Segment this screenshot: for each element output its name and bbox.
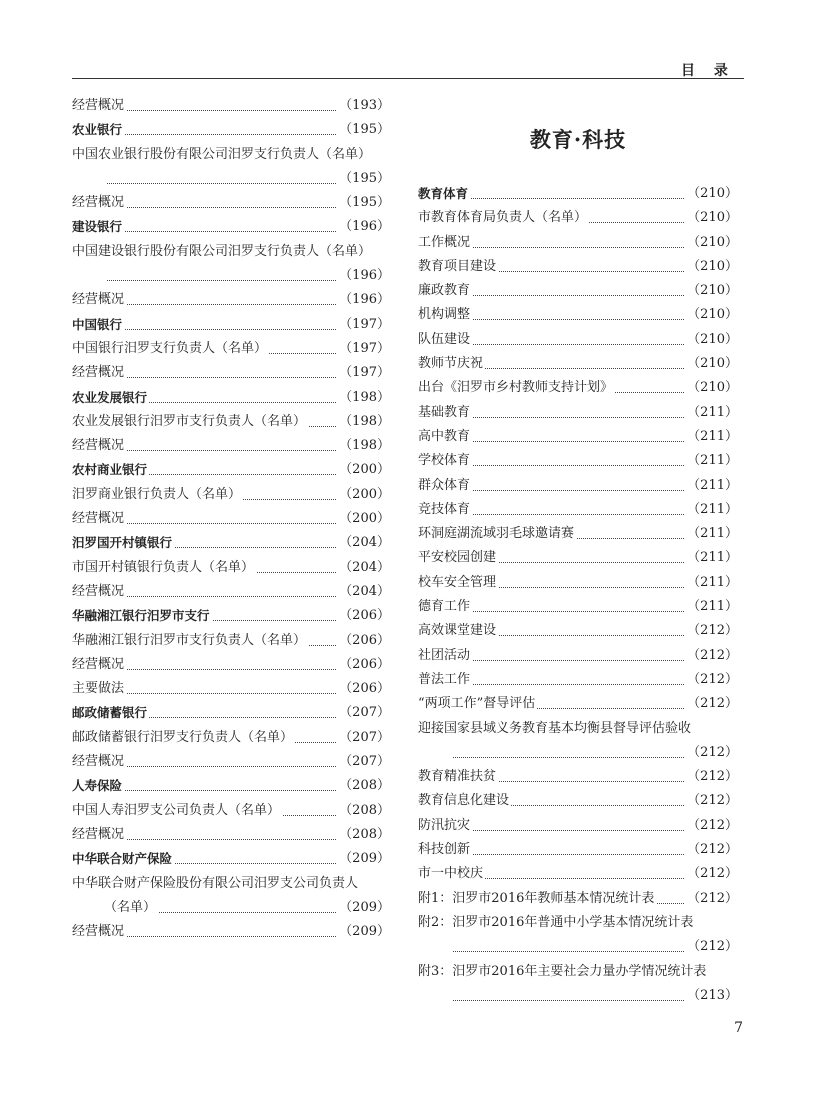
toc-entry-page: （209） [336, 920, 390, 944]
toc-entry-label: “两项工作”督导评估 [418, 696, 536, 712]
toc-entry [72, 264, 390, 288]
toc-entry-page: （211） [684, 425, 738, 449]
toc-entry-page: （204） [336, 580, 390, 604]
toc-left-column [72, 94, 390, 944]
toc-entry [72, 337, 390, 361]
toc-entry-label: 经营概况 [72, 583, 125, 599]
toc-entry [418, 231, 738, 255]
toc-entry-label: 经营概况 [72, 292, 125, 308]
page-number: 7 [734, 1020, 743, 1036]
toc-entry-label: 基础教育 [418, 404, 471, 420]
toc-section-heading [418, 182, 738, 206]
toc-entry-page: （208） [336, 823, 390, 847]
toc-entry-label: 华融湘江银行汨罗市支行负责人（名单） [72, 632, 307, 648]
toc-entry-label: 市一中校庆 [418, 866, 484, 882]
toc-entry-page: （209） [336, 896, 390, 920]
toc-entry-label: 附2：汨罗市2016年普通中小学基本情况统计表 [418, 914, 694, 930]
toc-entry-page: （210） [684, 376, 738, 400]
toc-entry-page: （200） [336, 483, 390, 507]
toc-entry-label: 出台《汨罗市乡村教师支持计划》 [418, 380, 614, 396]
toc-entry-label: 经营概况 [72, 826, 125, 842]
header-title: 目 录 [681, 63, 735, 79]
toc-entry [418, 352, 738, 376]
toc-entry-label: 建设银行 [72, 219, 123, 235]
toc-entry [418, 668, 738, 692]
toc-entry [418, 595, 738, 619]
toc-entry [72, 434, 390, 458]
toc-entry-page: （204） [336, 556, 390, 580]
toc-entry [418, 984, 738, 1008]
toc-entry-page: （198） [336, 410, 390, 434]
toc-entry-label: 邮政储蓄银行汨罗支行负责人（名单） [72, 729, 294, 745]
toc-entry [418, 522, 738, 546]
toc-entry-label: 队伍建设 [418, 331, 471, 347]
toc-entry-label: 市国开村镇银行负责人（名单） [72, 559, 255, 575]
toc-entry [418, 765, 738, 789]
toc-entry-page: （212） [684, 887, 738, 911]
toc-entry-page: （212） [684, 741, 738, 765]
toc-section-heading [72, 701, 390, 725]
toc-entry [72, 920, 390, 944]
toc-entry-page: （196） [336, 215, 390, 239]
toc-entry-page: （197） [336, 313, 390, 337]
toc-entry [72, 94, 390, 118]
toc-entry [418, 887, 738, 911]
toc-entry-label: 高效课堂建设 [418, 623, 497, 639]
toc-entry-page: （211） [684, 571, 738, 595]
toc-entry-page: （198） [336, 386, 390, 410]
toc-entry-page: （207） [336, 726, 390, 750]
toc-entry-label: 社团活动 [418, 647, 471, 663]
toc-entry-label: 农业发展银行 [72, 389, 148, 405]
toc-entry-label: 农村商业银行 [72, 462, 148, 478]
toc-entry [418, 862, 738, 886]
toc-entry [418, 838, 738, 862]
toc-entry-label: 中国银行 [72, 316, 123, 332]
toc-entry-label: 中国银行汨罗支行负责人（名单） [72, 340, 268, 356]
toc-entry-label: 普法工作 [418, 671, 471, 687]
toc-entry-label: 经营概况 [72, 511, 125, 527]
toc-entry-page: （211） [684, 595, 738, 619]
toc-entry-label: 附1：汨罗市2016年教师基本情况统计表 [418, 890, 655, 906]
toc-entry-label: 教育精准扶贫 [418, 769, 497, 785]
toc-entry [72, 896, 390, 920]
toc-entry-page: （212） [684, 838, 738, 862]
toc-entry [418, 960, 738, 984]
toc-entry-page: （207） [336, 701, 390, 725]
toc-entry-page: （200） [336, 507, 390, 531]
toc-entry [72, 653, 390, 677]
toc-entry [72, 507, 390, 531]
toc-section-heading [72, 847, 390, 871]
toc-entry-page: （206） [336, 629, 390, 653]
toc-entry [72, 483, 390, 507]
toc-section-heading [72, 386, 390, 410]
toc-entry-page: （195） [336, 118, 390, 142]
toc-entry-label: 教育体育 [418, 186, 469, 201]
toc-entry-label: 工作概况 [418, 234, 471, 250]
toc-entry-label: 中国建设银行股份有限公司汨罗支行负责人（名单） [72, 243, 372, 259]
toc-entry-page: （212） [684, 692, 738, 716]
toc-entry-page: （210） [684, 352, 738, 376]
toc-right-column [418, 94, 738, 1008]
toc-entry-label: 学校体育 [418, 453, 471, 469]
toc-entry-label: 中华联合财产保险股份有限公司汨罗支公司负责人 [72, 875, 359, 891]
toc-entry [72, 750, 390, 774]
toc-entry [418, 425, 738, 449]
toc-entry-page: （206） [336, 677, 390, 701]
toc-entry-page: （206） [336, 653, 390, 677]
toc-entry-page: （209） [336, 847, 390, 871]
toc-entry [418, 571, 738, 595]
toc-entry-label: 经营概况 [72, 438, 125, 454]
toc-entry [72, 410, 390, 434]
toc-entry-label: 人寿保险 [72, 778, 123, 794]
toc-entry-label: 经营概况 [72, 754, 125, 770]
toc-entry-page: （210） [684, 206, 738, 230]
toc-entry [72, 288, 390, 312]
toc-entry-page: （197） [336, 361, 390, 385]
toc-entry-label: 机构调整 [418, 307, 471, 323]
toc-entry [418, 814, 738, 838]
toc-entry-page: （210） [684, 231, 738, 255]
toc-entry-page: （212） [684, 619, 738, 643]
toc-entry [418, 255, 738, 279]
toc-entry-page: （204） [336, 531, 390, 555]
toc-entry [72, 629, 390, 653]
toc-entry-page: （211） [684, 522, 738, 546]
toc-entry-label: 校车安全管理 [418, 574, 497, 590]
toc-entry-page: （212） [684, 862, 738, 886]
toc-entry-page: （208） [336, 799, 390, 823]
toc-entry [72, 167, 390, 191]
toc-entry-label: 高中教育 [418, 428, 471, 444]
toc-entry [418, 546, 738, 570]
toc-section-heading [72, 531, 390, 555]
toc-entry-page: （206） [336, 604, 390, 628]
toc-entry [418, 935, 738, 959]
toc-entry [418, 692, 738, 716]
toc-entry-page: （211） [684, 498, 738, 522]
toc-entry-page: （200） [336, 458, 390, 482]
toc-entry-label: 教育项目建设 [418, 258, 497, 274]
toc-entry [418, 401, 738, 425]
toc-entry-page: （212） [684, 765, 738, 789]
toc-entry-label [418, 988, 452, 1003]
toc-entry-label: 群众体育 [418, 477, 471, 493]
toc-entry-label: 附3：汨罗市2016年主要社会力量办学情况统计表 [418, 963, 707, 979]
toc-entry-page: （210） [684, 182, 738, 206]
toc-entry-label: 中国人寿汨罗支公司负责人（名单） [72, 802, 281, 818]
toc-entry [418, 789, 738, 813]
toc-entry-page: （211） [684, 546, 738, 570]
toc-entry [72, 556, 390, 580]
section-title: 教育·科技 [529, 127, 627, 152]
toc-entry [418, 376, 738, 400]
toc-entry [418, 741, 738, 765]
toc-section-heading [72, 604, 390, 628]
toc-entry-label: 汨罗国开村镇银行 [72, 535, 173, 551]
toc-entry-page: （207） [336, 750, 390, 774]
toc-entry-page: （212） [684, 789, 738, 813]
toc-entry-label: 经营概况 [72, 656, 125, 672]
toc-entry [418, 449, 738, 473]
toc-entry [72, 677, 390, 701]
toc-entry [418, 328, 738, 352]
toc-entry-page: （196） [336, 288, 390, 312]
toc-entry-label: 平安校园创建 [418, 550, 497, 566]
toc-entry-page: （208） [336, 774, 390, 798]
toc-entry-page: （212） [684, 644, 738, 668]
toc-section-heading [72, 313, 390, 337]
toc-entry [418, 206, 738, 230]
toc-entry-page: （196） [336, 264, 390, 288]
toc-entry-page: （212） [684, 668, 738, 692]
toc-entry [72, 191, 390, 215]
toc-entry [72, 726, 390, 750]
toc-entry-page: （212） [684, 935, 738, 959]
toc-entry-label: 市教育体育局负责人（名单） [418, 210, 588, 226]
toc-entry-page: （193） [336, 94, 390, 118]
toc-entry-label: 环洞庭湖流域羽毛球邀请赛 [418, 526, 575, 542]
toc-entry-label: 中华联合财产保险 [72, 851, 173, 867]
toc-entry-label: 汨罗商业银行负责人（名单） [72, 486, 242, 502]
toc-entry [418, 619, 738, 643]
toc-entry-label: 竞技体育 [418, 501, 471, 517]
toc-entry-label [72, 171, 106, 186]
toc-entry-label [418, 745, 452, 760]
toc-entry-label [418, 939, 452, 954]
toc-entry-page: （195） [336, 191, 390, 215]
toc-entry [418, 303, 738, 327]
toc-entry-page: （211） [684, 449, 738, 473]
toc-entry-page: （195） [336, 167, 390, 191]
toc-entry-label: 廉政教育 [418, 283, 471, 299]
toc-entry-label: 农业银行 [72, 122, 123, 138]
toc-entry [418, 498, 738, 522]
toc-entry-page: （213） [684, 984, 738, 1008]
toc-section-heading [72, 118, 390, 142]
toc-entry-label: 经营概况 [72, 98, 125, 113]
toc-section-heading [72, 774, 390, 798]
toc-entry [418, 279, 738, 303]
toc-entry-label: 德育工作 [418, 599, 471, 615]
toc-entry-label: 邮政储蓄银行 [72, 705, 148, 721]
toc-section-heading [72, 215, 390, 239]
toc-entry [418, 911, 738, 935]
toc-entry-label: 主要做法 [72, 681, 125, 697]
toc-entry-label: 迎接国家县域义务教育基本均衡县督导评估验收 [418, 720, 692, 736]
toc-entry-page: （198） [336, 434, 390, 458]
toc-entry-label: 教师节庆祝 [418, 356, 484, 372]
toc-entry-page: （210） [684, 303, 738, 327]
toc-entry-page: （211） [684, 401, 738, 425]
toc-entry-label: 农业发展银行汨罗市支行负责人（名单） [72, 413, 307, 429]
toc-entry-label: 中国农业银行股份有限公司汨罗支行负责人（名单） [72, 146, 372, 162]
toc-entry-label: 科技创新 [418, 842, 471, 858]
toc-entry-label: 华融湘江银行汨罗市支行 [72, 608, 210, 624]
toc-entry-page: （197） [336, 337, 390, 361]
toc-entry [72, 240, 390, 264]
toc-section-heading [72, 458, 390, 482]
toc-entry-label: 教育信息化建设 [418, 793, 510, 809]
toc-entry-label: 经营概况 [72, 924, 125, 940]
toc-entry [72, 580, 390, 604]
toc-entry-label [72, 268, 106, 283]
toc-entry [72, 143, 390, 167]
toc-entry-label: 防汛抗灾 [418, 817, 471, 833]
toc-entry-label: 经营概况 [72, 195, 125, 211]
toc-entry-page: （212） [684, 814, 738, 838]
toc-entry-page: （210） [684, 279, 738, 303]
toc-entry [418, 644, 738, 668]
toc-entry-label: 经营概况 [72, 365, 125, 381]
toc-entry [418, 474, 738, 498]
header-rule [72, 78, 744, 79]
toc-entry-label: （名单） [72, 900, 158, 915]
toc-entry [418, 717, 738, 741]
toc-entry-page: （210） [684, 255, 738, 279]
toc-entry [72, 872, 390, 896]
toc-entry-page: （210） [684, 328, 738, 352]
toc-entry-page: （211） [684, 474, 738, 498]
toc-entry [72, 361, 390, 385]
toc-entry [72, 823, 390, 847]
toc-entry [72, 799, 390, 823]
